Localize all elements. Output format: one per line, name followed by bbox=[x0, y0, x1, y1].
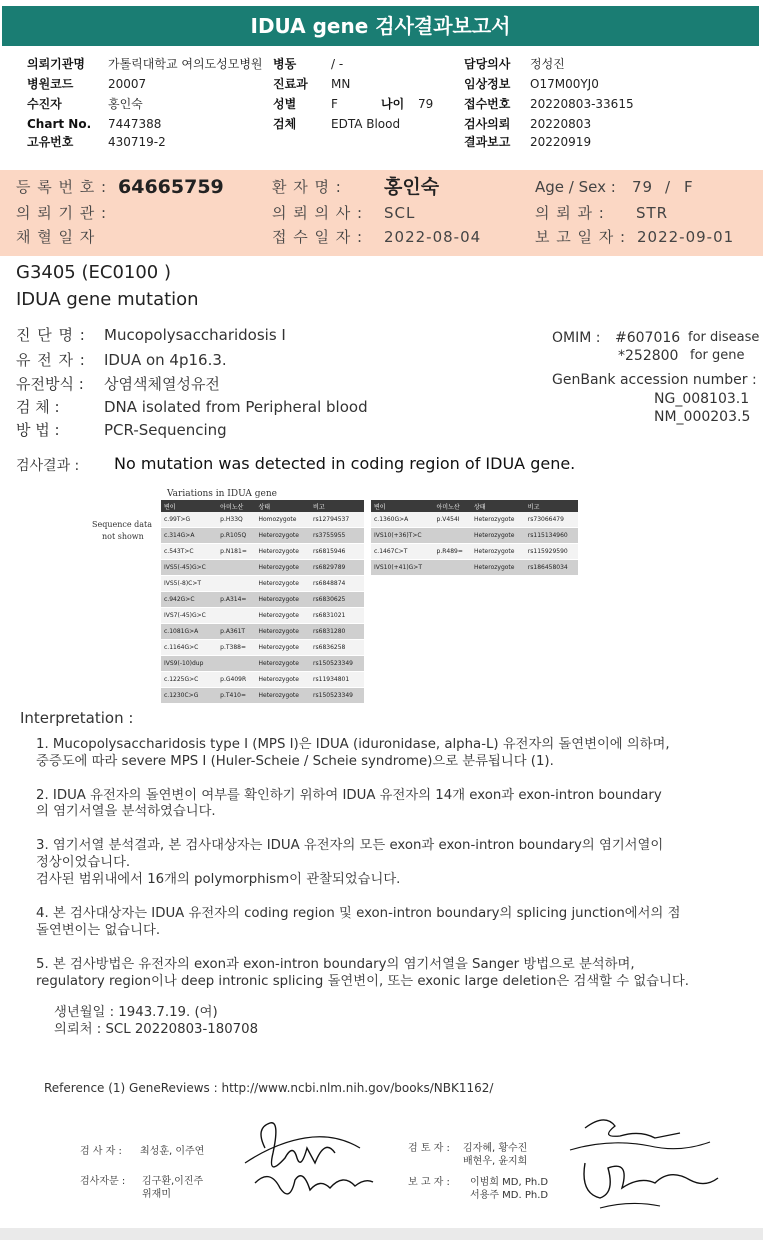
method-label: 방 법 : bbox=[16, 421, 60, 439]
header-label-specimen: 검체 bbox=[273, 117, 297, 131]
header-label-ward: 병동 bbox=[273, 57, 297, 71]
table-cell: IVS5(-8)C>T bbox=[161, 576, 217, 592]
table-cell bbox=[434, 560, 471, 576]
reporter-names-1: 이범희 MD, Ph.D bbox=[470, 1177, 549, 1188]
table-cell bbox=[217, 576, 255, 592]
table-cell: IVS10(+41)G>T bbox=[371, 560, 434, 576]
variations-table-right bbox=[371, 500, 578, 576]
col-header: 상태 bbox=[471, 500, 525, 512]
header-value-request-date: 20220803 bbox=[530, 117, 592, 131]
tester-signature bbox=[235, 1108, 375, 1208]
header-value-chart-no: 7447388 bbox=[108, 117, 162, 131]
header-label-institution: 의뢰기관명 bbox=[27, 57, 85, 71]
table-cell bbox=[217, 560, 255, 576]
received-value: 2022-08-04 bbox=[384, 228, 482, 246]
table-cell: Heterozygote bbox=[256, 672, 311, 688]
table-cell: p.T388= bbox=[217, 640, 255, 656]
sex-value: F bbox=[684, 178, 694, 196]
table-cell: Heterozygote bbox=[256, 560, 311, 576]
table-cell: rs6830625 bbox=[310, 592, 364, 608]
table-cell: p.A314= bbox=[217, 592, 255, 608]
header-label-clinical-info: 임상정보 bbox=[464, 77, 511, 91]
table-cell: Heterozygote bbox=[471, 560, 525, 576]
genbank-nm: NM_000203.5 bbox=[654, 409, 751, 425]
table-row bbox=[371, 528, 578, 544]
table-cell: c.1081G>A bbox=[161, 624, 217, 640]
header-label-patient: 수진자 bbox=[27, 97, 62, 111]
table-row bbox=[161, 528, 364, 544]
table-cell: rs6831021 bbox=[310, 608, 364, 624]
name-value: 홍인숙 bbox=[384, 176, 440, 198]
table-cell: rs73066479 bbox=[525, 512, 578, 528]
table-cell: p.V454I bbox=[434, 512, 471, 528]
table-cell: Heterozygote bbox=[256, 592, 311, 608]
diagnosis-value: Mucopolysaccharidosis I bbox=[104, 326, 286, 344]
header-value-ward: / - bbox=[331, 57, 344, 71]
inherit-label: 유전방식 : bbox=[16, 375, 84, 393]
advisor-names-2: 위재미 bbox=[142, 1189, 171, 1200]
table-cell: Heterozygote bbox=[256, 656, 311, 672]
header-value-patient: 홍인숙 bbox=[108, 97, 143, 111]
header-label-doctor: 담당의사 bbox=[464, 57, 511, 71]
table-row bbox=[161, 672, 364, 688]
table-row bbox=[371, 560, 578, 576]
table-cell: rs150523349 bbox=[310, 656, 364, 672]
tester-names: 최성훈, 이주연 bbox=[140, 1146, 205, 1157]
interp-3b: 정상이었습니다. bbox=[36, 855, 131, 870]
specimen-label: 검 체 : bbox=[16, 398, 60, 416]
omim-label: OMIM : bbox=[552, 330, 601, 346]
table-cell: rs115134960 bbox=[525, 528, 578, 544]
genbank-ng: NG_008103.1 bbox=[654, 391, 750, 407]
table-cell bbox=[217, 608, 255, 624]
table-cell: Heterozygote bbox=[471, 544, 525, 560]
table-row bbox=[371, 544, 578, 560]
table-cell: rs186458034 bbox=[525, 560, 578, 576]
test-name: IDUA gene mutation bbox=[16, 289, 199, 310]
table-row bbox=[161, 624, 364, 640]
table-cell: c.99T>G bbox=[161, 512, 217, 528]
table-cell: p.N181= bbox=[217, 544, 255, 560]
table-cell: p.G409R bbox=[217, 672, 255, 688]
table-cell: Heterozygote bbox=[256, 688, 311, 704]
table-row bbox=[161, 608, 364, 624]
table-cell: rs12794537 bbox=[310, 512, 364, 528]
table-cell: Heterozygote bbox=[256, 608, 311, 624]
interp-5a: 5. 본 검사방법은 유전자의 exon과 exon-intron boundary의 염기서열을 Sanger 방법으로 분석하며, bbox=[36, 957, 635, 972]
table-cell: c.543T>C bbox=[161, 544, 217, 560]
reviewer-names-1: 김자혜, 황수진 bbox=[463, 1143, 528, 1154]
col-header: 비고 bbox=[310, 500, 364, 512]
header-label-receipt-no: 접수번호 bbox=[464, 97, 511, 111]
table-row bbox=[161, 592, 364, 608]
report-value: 2022-09-01 bbox=[637, 228, 735, 246]
specimen-value: DNA isolated from Peripheral blood bbox=[104, 398, 368, 416]
table-cell: rs115929590 bbox=[525, 544, 578, 560]
table-cell: p.R489= bbox=[434, 544, 471, 560]
header-value-department: MN bbox=[331, 77, 351, 91]
table-cell: rs3755955 bbox=[310, 528, 364, 544]
name-label: 환 자 명 : bbox=[272, 178, 342, 196]
table-cell: Heterozygote bbox=[471, 512, 525, 528]
doctor-value: SCL bbox=[384, 204, 416, 222]
header-label-request-date: 검사의뢰 bbox=[464, 117, 511, 131]
received-label: 접 수 일 자 : bbox=[272, 228, 364, 246]
reporter-label: 보 고 자 : bbox=[408, 1177, 450, 1188]
col-header: 변이 bbox=[161, 500, 217, 512]
reg-no-label: 등 록 번 호 : bbox=[16, 178, 108, 196]
reference-text: Reference (1) GeneReviews : http://www.ncbi.nlm.nih.gov/books/NBK1162/ bbox=[44, 1081, 494, 1095]
table-cell: Heterozygote bbox=[256, 544, 311, 560]
header-value-unique-no: 430719-2 bbox=[108, 135, 166, 149]
table-cell: c.1225G>C bbox=[161, 672, 217, 688]
reviewer-names-2: 배현우, 윤지희 bbox=[463, 1156, 528, 1167]
dept-value: STR bbox=[636, 204, 669, 222]
inherit-value: 상염색체열성유전 bbox=[104, 375, 220, 393]
table-cell: p.T410= bbox=[217, 688, 255, 704]
table-cell: Heterozygote bbox=[471, 528, 525, 544]
table-cell: rs11934801 bbox=[310, 672, 364, 688]
table-cell: Heterozygote bbox=[256, 576, 311, 592]
interp-3c: 검사된 범위내에서 16개의 polymorphism이 관찰되었습니다. bbox=[36, 872, 401, 887]
advisor-label: 검사자문 : bbox=[80, 1176, 126, 1187]
table-row bbox=[161, 512, 364, 528]
col-header: 변이 bbox=[371, 500, 434, 512]
table-row bbox=[161, 688, 364, 704]
omim-gene-id: *252800 bbox=[618, 348, 679, 364]
table-row bbox=[161, 544, 364, 560]
gene-label: 유 전 자 : bbox=[16, 351, 86, 369]
collect-label: 채 혈 일 자 bbox=[16, 228, 96, 246]
variations-table-left bbox=[161, 500, 364, 704]
header-value-doctor: 정성진 bbox=[530, 57, 565, 71]
table-row bbox=[161, 560, 364, 576]
test-code: G3405 (EC0100 ) bbox=[16, 262, 171, 283]
header-value-report-date: 20220919 bbox=[530, 135, 592, 149]
table-cell bbox=[217, 656, 255, 672]
col-header: 아미노산 bbox=[217, 500, 255, 512]
header-label-sex: 성별 bbox=[273, 97, 297, 111]
interp-4b: 돌연변이는 없습니다. bbox=[36, 923, 161, 938]
table-cell: c.942G>C bbox=[161, 592, 217, 608]
table-cell: c.314G>A bbox=[161, 528, 217, 544]
interp-2a: 2. IDUA 유전자의 돌연변이 여부를 확인하기 위하여 IDUA 유전자의 14개 exon과 exon-intron boundary bbox=[36, 788, 662, 803]
referral-no: 의뢰처 : SCL 20220803-180708 bbox=[54, 1022, 259, 1037]
table-row bbox=[371, 512, 578, 528]
col-header: 상태 bbox=[256, 500, 311, 512]
table-row bbox=[161, 576, 364, 592]
age-value: 79 bbox=[632, 178, 654, 196]
table-cell: p.A361T bbox=[217, 624, 255, 640]
header-label-department: 진료과 bbox=[273, 77, 308, 91]
header-value-sex: F bbox=[331, 97, 338, 111]
institution-label: 의 뢰 기 관 : bbox=[16, 204, 108, 222]
table-cell: rs6829789 bbox=[310, 560, 364, 576]
reviewer-label: 검 토 자 : bbox=[408, 1143, 450, 1154]
interp-1a: 1. Mucopolysaccharidosis type I (MPS I)은 IDUA (iduronidase, alpha-L) 유전자의 돌연변이에 의하며, bbox=[36, 737, 670, 752]
col-header: 비고 bbox=[525, 500, 578, 512]
table-row bbox=[161, 640, 364, 656]
table-cell: IVS9(-10)dup bbox=[161, 656, 217, 672]
diagnosis-label: 진 단 명 : bbox=[16, 326, 86, 344]
side-note-2: not shown bbox=[102, 532, 144, 541]
result-value: No mutation was detected in coding region of IDUA gene. bbox=[114, 454, 576, 473]
header-value-receipt-no: 20220803-33615 bbox=[530, 97, 634, 111]
table-cell: Heterozygote bbox=[256, 640, 311, 656]
header-label-age: 나이 bbox=[381, 97, 405, 111]
interp-2b: 의 염기서열을 분석하였습니다. bbox=[36, 804, 216, 819]
header-label-chart-no: Chart No. bbox=[27, 117, 92, 131]
variations-caption: Variations in IDUA gene bbox=[167, 489, 277, 499]
header-value-clinical-info: O17M00YJ0 bbox=[530, 77, 599, 91]
table-cell: rs6836258 bbox=[310, 640, 364, 656]
date-of-birth: 생년월일 : 1943.7.19. (여) bbox=[54, 1005, 218, 1020]
omim-disease-id: #607016 bbox=[615, 330, 681, 346]
interp-3a: 3. 염기서열 분석결과, 본 검사대상자는 IDUA 유전자의 모든 exon과 exon-intron boundary의 염기서열이 bbox=[36, 838, 664, 853]
header-label-hospital-code: 병원코드 bbox=[27, 77, 74, 91]
omim-disease-note: for disease bbox=[688, 330, 760, 345]
col-header: 아미노산 bbox=[434, 500, 471, 512]
agesex-label: Age / Sex : bbox=[535, 178, 616, 196]
header-label-unique-no: 고유번호 bbox=[27, 135, 74, 149]
report-title: IDUA gene 검사결과보고서 bbox=[2, 6, 759, 46]
gene-value: IDUA on 4p16.3. bbox=[104, 351, 227, 369]
table-cell: rs6815946 bbox=[310, 544, 364, 560]
table-cell: IVS10(+36)T>C bbox=[371, 528, 434, 544]
table-row bbox=[161, 656, 364, 672]
agesex-separator: / bbox=[665, 178, 672, 196]
table-cell: rs6848874 bbox=[310, 576, 364, 592]
table-cell: Heterozygote bbox=[256, 528, 311, 544]
table-cell: IVS7(-45)G>C bbox=[161, 608, 217, 624]
dept-label: 의 뢰 과 : bbox=[535, 204, 605, 222]
header-value-age: 79 bbox=[418, 97, 434, 111]
advisor-names-1: 김구환,이진주 bbox=[142, 1176, 204, 1187]
table-cell: c.1230C>G bbox=[161, 688, 217, 704]
table-cell: p.H33Q bbox=[217, 512, 255, 528]
header-value-hospital-code: 20007 bbox=[108, 77, 147, 91]
table-cell: rs150523349 bbox=[310, 688, 364, 704]
header-value-specimen: EDTA Blood bbox=[331, 117, 401, 131]
header-label-report-date: 결과보고 bbox=[464, 135, 511, 149]
interp-4a: 4. 본 검사대상자는 IDUA 유전자의 coding region 및 exon-intron boundary의 splicing junction에서의 점 bbox=[36, 906, 681, 921]
genbank-label: GenBank accession number : bbox=[552, 372, 757, 388]
table-cell bbox=[434, 528, 471, 544]
table-cell: c.1164G>C bbox=[161, 640, 217, 656]
reporter-names-2: 서용주 MD. Ph.D bbox=[470, 1190, 549, 1201]
doctor-label: 의 뢰 의 사 : bbox=[272, 204, 364, 222]
interp-1b: 중증도에 따라 severe MPS I (Huler-Scheie / Scheie syndrome)으로 분류됩니다 (1). bbox=[36, 754, 554, 769]
table-cell: c.1360G>A bbox=[371, 512, 434, 528]
table-cell: c.1467C>T bbox=[371, 544, 434, 560]
result-label: 검사결과 : bbox=[16, 458, 80, 474]
table-cell: rs6831280 bbox=[310, 624, 364, 640]
side-note-1: Sequence data bbox=[92, 520, 153, 529]
reg-no-value: 64665759 bbox=[118, 176, 224, 198]
report-label: 보 고 일 자 : bbox=[535, 228, 627, 246]
interpretation-label: Interpretation : bbox=[20, 709, 134, 727]
interp-5b: regulatory region이나 deep intronic splicing 돌연변이, 또는 exonic large deletion은 검색할 수 없습니다. bbox=[36, 974, 689, 989]
table-cell: Homozygote bbox=[256, 512, 311, 528]
omim-gene-note: for gene bbox=[690, 348, 745, 363]
patient-band bbox=[0, 170, 763, 256]
header-value-institution: 가톨릭대학교 여의도성모병원 bbox=[108, 57, 263, 71]
table-cell: Heterozygote bbox=[256, 624, 311, 640]
tester-label: 검 사 자 : bbox=[80, 1146, 122, 1157]
method-value: PCR-Sequencing bbox=[104, 421, 227, 439]
table-cell: p.R105Q bbox=[217, 528, 255, 544]
table-cell: IVS5(-45)G>C bbox=[161, 560, 217, 576]
reviewer-signature bbox=[560, 1108, 720, 1218]
